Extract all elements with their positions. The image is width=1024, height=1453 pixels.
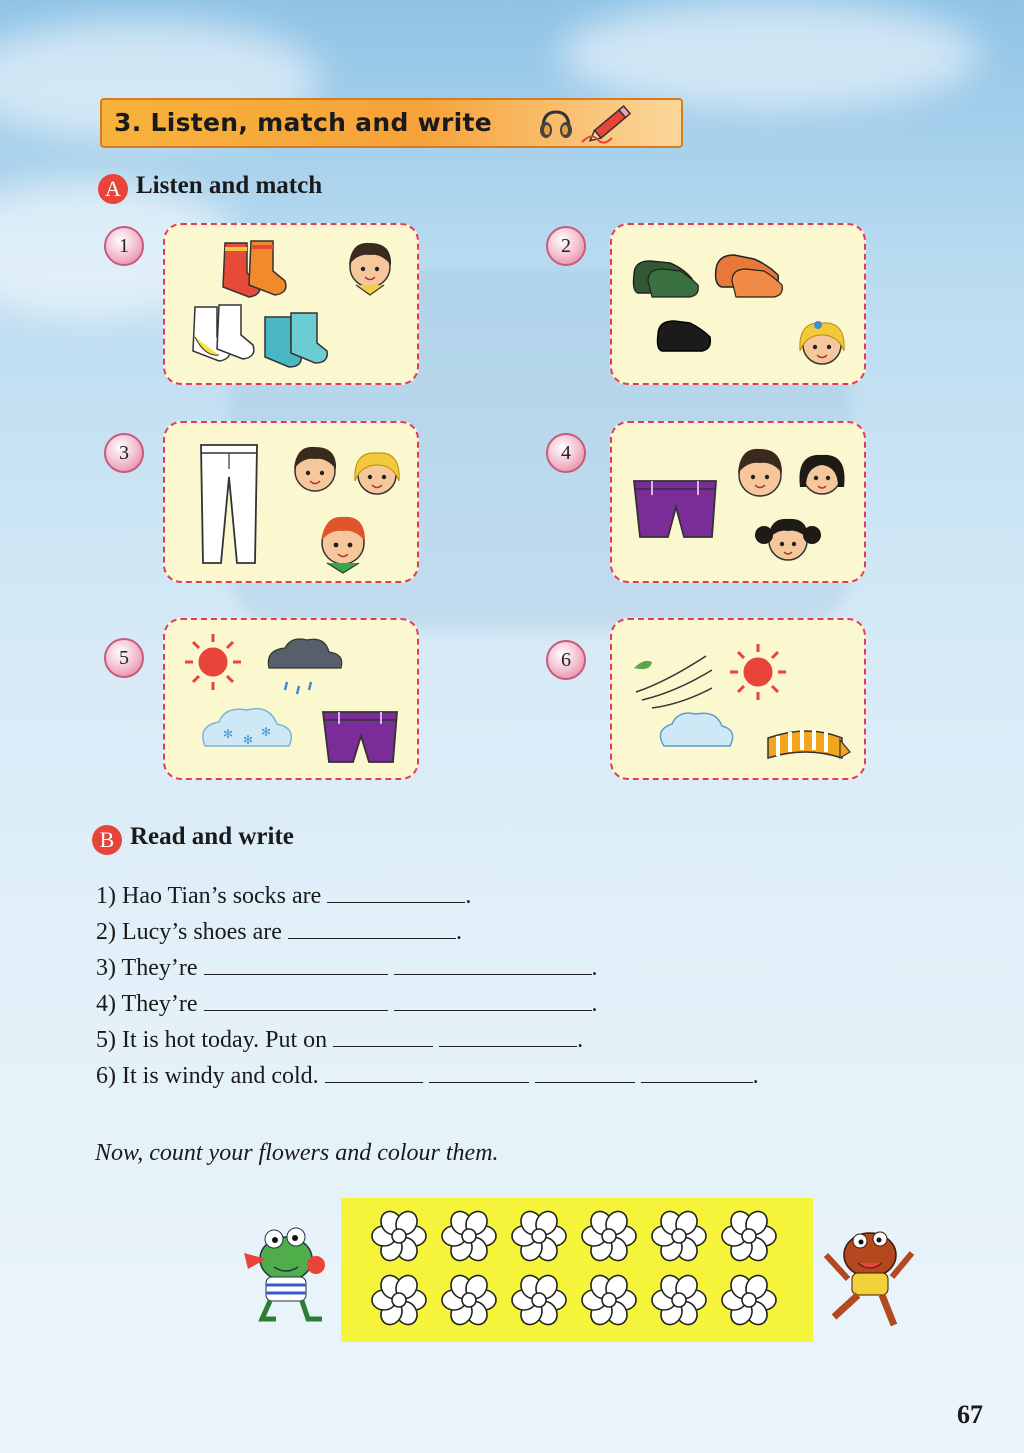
flower-icon[interactable] <box>369 1270 429 1330</box>
flower-icon[interactable] <box>649 1270 709 1330</box>
svg-text:✻: ✻ <box>223 727 234 741</box>
picture-box-3[interactable] <box>163 421 419 583</box>
item-number-4: 4 <box>546 433 586 473</box>
answer-blank[interactable] <box>204 990 388 1011</box>
section-b-badge: B <box>92 825 122 855</box>
picture-box-5[interactable] <box>163 618 419 780</box>
answer-blank[interactable] <box>333 1026 433 1047</box>
flower-box <box>341 1198 813 1342</box>
svg-text:✻: ✻ <box>261 725 272 739</box>
children-faces-icon <box>612 423 868 585</box>
answer-blank[interactable] <box>439 1026 577 1047</box>
flower-icon[interactable] <box>719 1206 779 1266</box>
page-number: 67 <box>957 1400 983 1429</box>
background-cloud <box>560 0 980 110</box>
picture-box-4[interactable] <box>610 421 866 583</box>
answer-blank[interactable] <box>394 990 592 1011</box>
section-a-badge: A <box>98 174 128 204</box>
picture-box-6[interactable] <box>610 618 866 780</box>
sentence-6: 6) It is windy and cold. . <box>96 1063 759 1089</box>
flower-icon[interactable] <box>649 1206 709 1266</box>
answer-blank[interactable] <box>394 954 592 975</box>
flower-icon[interactable] <box>579 1206 639 1266</box>
boy-face-icon <box>165 225 421 387</box>
exercise-banner <box>100 98 683 148</box>
svg-text:✻: ✻ <box>243 733 254 747</box>
answer-blank[interactable] <box>641 1062 753 1083</box>
flower-icon[interactable] <box>439 1206 499 1266</box>
shoes-icon <box>612 225 868 387</box>
answer-blank[interactable] <box>327 882 465 903</box>
picture-box-2[interactable] <box>610 223 866 385</box>
children-faces-icon <box>165 423 421 585</box>
flower-icon[interactable] <box>509 1270 569 1330</box>
exercise-title: 3. Listen, match and write <box>114 108 493 137</box>
shorts-icon <box>165 620 421 782</box>
sentence-5: 5) It is hot today. Put on . <box>96 1027 584 1053</box>
pencil-icon <box>580 102 636 146</box>
sentence-4: 4) They’re . <box>96 991 598 1017</box>
sentence-2: 2) Lucy’s shoes are . <box>96 919 462 945</box>
item-number-6: 6 <box>546 640 586 680</box>
picture-box-1[interactable] <box>163 223 419 385</box>
item-number-3: 3 <box>104 433 144 473</box>
sentence-3: 3) They’re . <box>96 955 598 981</box>
answer-blank[interactable] <box>288 918 456 939</box>
flower-icon[interactable] <box>369 1206 429 1266</box>
item-number-2: 2 <box>546 226 586 266</box>
instruction-text: Now, count your flowers and colour them. <box>95 1140 499 1166</box>
sentence-1: 1) Hao Tian’s socks are . <box>96 883 472 909</box>
flower-icon[interactable] <box>719 1270 779 1330</box>
answer-blank[interactable] <box>429 1062 529 1083</box>
section-b-title: Read and write <box>130 823 294 850</box>
flower-icon[interactable] <box>579 1270 639 1330</box>
scarf-icon <box>612 620 868 782</box>
item-number-1: 1 <box>104 226 144 266</box>
item-number-5: 5 <box>104 638 144 678</box>
answer-blank[interactable] <box>325 1062 423 1083</box>
section-a-title: Listen and match <box>136 172 323 199</box>
flower-icon[interactable] <box>509 1206 569 1266</box>
flower-icon[interactable] <box>439 1270 499 1330</box>
frog-jumping-mascot-icon <box>818 1215 918 1333</box>
answer-blank[interactable] <box>535 1062 635 1083</box>
frog-mascot-icon <box>240 1215 335 1325</box>
answer-blank[interactable] <box>204 954 388 975</box>
headphones-icon <box>538 108 574 140</box>
